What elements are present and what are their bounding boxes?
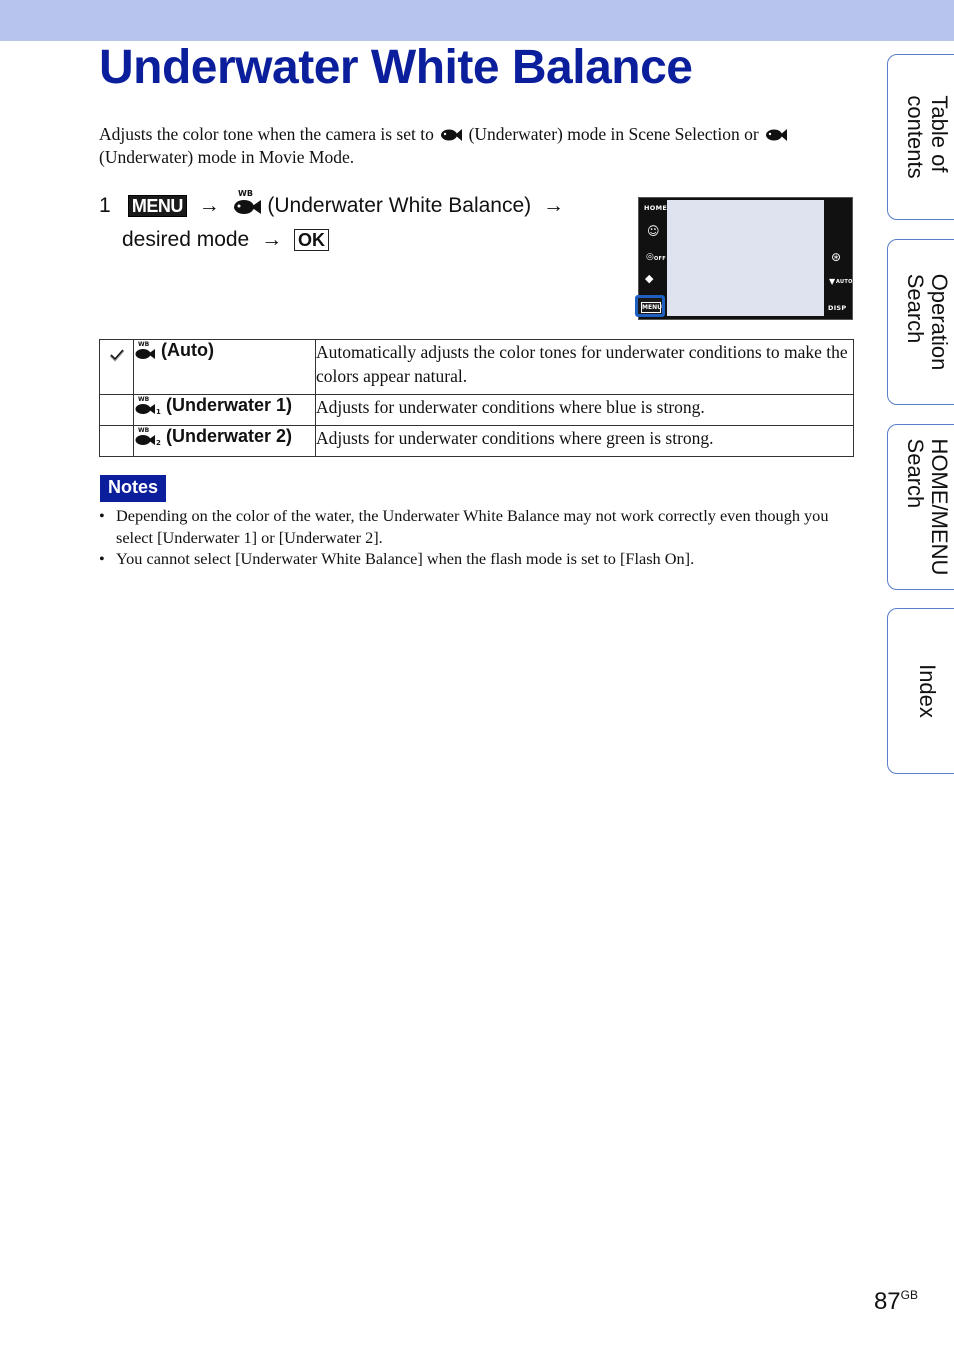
list-item: • Depending on the color of the water, the Underwater White Balance may not work correctly even though you select [Underwater 1] or [Underwater 2].	[99, 505, 854, 548]
table-row	[100, 426, 854, 457]
wb-subscript: 1	[156, 408, 161, 415]
tab-label-line1: HOME/MENU	[927, 438, 952, 576]
notes-label: Notes	[100, 475, 166, 502]
top-color-bar	[0, 0, 954, 41]
empty-cell	[100, 395, 134, 426]
wb-subscript: 2	[156, 439, 161, 446]
mode-cell	[134, 340, 316, 395]
empty-cell	[100, 426, 134, 457]
scene-fish-icon: ◆	[645, 272, 654, 285]
page-number	[874, 1288, 918, 1316]
underwater-wb-auto-icon	[134, 340, 156, 360]
intro-part3: (Underwater) mode in Movie Mode.	[99, 147, 355, 167]
intro-paragraph	[99, 123, 844, 169]
mode-cell	[134, 426, 316, 457]
tab-label	[903, 274, 951, 371]
menu-highlight	[635, 295, 665, 317]
mode-description: Adjusts for underwater conditions where green is strong.	[316, 426, 854, 457]
tab-table-of-contents[interactable]	[887, 54, 954, 220]
screen-menu-label: MENU	[642, 304, 662, 311]
tab-operation-search[interactable]	[887, 239, 954, 405]
step-1	[99, 188, 619, 255]
ok-button-icon: OK	[294, 229, 329, 251]
screen-home-label: HOME	[644, 204, 668, 212]
arrow-icon: →	[543, 194, 564, 217]
step-number: 1	[99, 194, 111, 217]
tab-label-line2: contents	[903, 95, 928, 179]
mode-label: (Underwater 2)	[166, 426, 293, 446]
arrow-icon: →	[261, 228, 283, 251]
wb-icon-text: WB	[138, 427, 150, 434]
tab-home-menu-search[interactable]	[887, 424, 954, 590]
check-icon	[109, 348, 125, 362]
underwater-wb-1-icon	[134, 395, 161, 415]
intro-part2: (Underwater) mode in Scene Selection or	[468, 124, 759, 144]
arrow-icon: →	[198, 194, 220, 217]
wb-icon-text: WB	[138, 341, 150, 348]
camera-screen-illustration	[638, 197, 853, 320]
tab-label-line1: Table of	[927, 95, 952, 173]
tab-label-line1: Index	[915, 664, 940, 718]
mode-label: (Auto)	[161, 340, 214, 360]
mode-description: Automatically adjusts the color tones for underwater conditions to make the colors appear natural.	[316, 340, 854, 395]
mode-label: (Underwater 1)	[166, 395, 293, 415]
default-check-cell	[100, 340, 134, 395]
tab-label-line2: Search	[903, 273, 928, 344]
flash-icon: ⊛	[831, 250, 842, 264]
smile-shutter-icon: ◎	[646, 252, 654, 262]
intro-part1: Adjusts the color tone when the camera is set to	[99, 124, 434, 144]
step-item-label: (Underwater White Balance)	[267, 194, 532, 217]
tab-index[interactable]	[887, 608, 954, 774]
screen-auto-label: AUTO	[836, 279, 853, 285]
tab-label	[915, 664, 939, 718]
tab-label	[903, 95, 951, 178]
screen-disp-label: DISP	[828, 304, 847, 312]
tab-label-line1: Operation	[927, 273, 952, 371]
mode-cell	[134, 395, 316, 426]
wb-auto-icon: ▼	[829, 277, 836, 286]
wb-icon-text: WB	[237, 189, 253, 198]
screen-off-label: OFF	[654, 256, 666, 262]
underwater-wb-icon	[232, 188, 262, 225]
mode-description: Adjusts for underwater conditions where blue is strong.	[316, 395, 854, 426]
wb-icon-text: WB	[138, 396, 150, 403]
underwater-wb-2-icon	[134, 426, 161, 446]
face-icon: ☺	[647, 224, 660, 238]
table-row	[100, 340, 854, 395]
list-item: • You cannot select [Underwater White Balance] when the flash mode is set to [Flash On].	[99, 548, 854, 570]
step-line2-text: desired mode	[122, 228, 250, 251]
tab-label-line2: Search	[903, 438, 928, 509]
table-row	[100, 395, 854, 426]
lcd-preview	[667, 200, 824, 316]
page-number-suffix: GB	[900, 1288, 918, 1302]
tab-label	[903, 439, 951, 576]
notes-list	[99, 505, 854, 570]
underwater-fish-icon	[440, 128, 462, 142]
menu-button-icon: MENU	[128, 195, 187, 217]
mode-table	[99, 339, 854, 457]
page-number-value: 87	[873, 1288, 901, 1315]
page-title: Underwater White Balance	[99, 41, 693, 94]
movie-underwater-icon	[765, 128, 787, 142]
